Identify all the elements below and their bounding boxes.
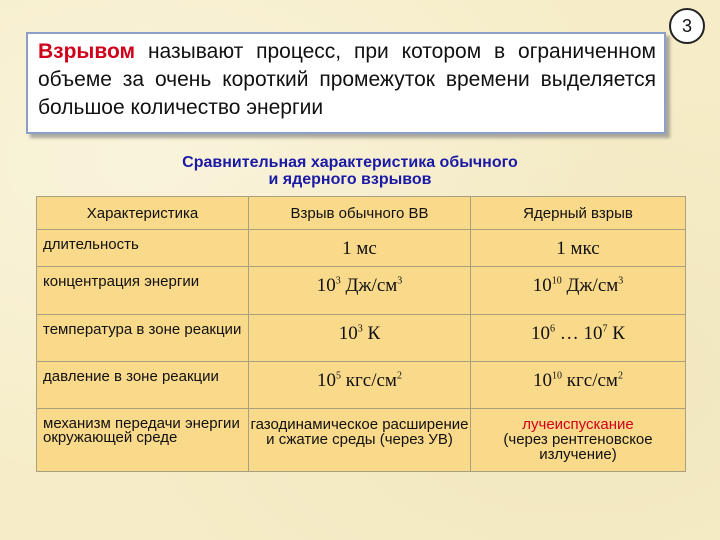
header-conventional: Взрыв обычного ВВ [249, 197, 471, 230]
header-characteristic: Характеристика [37, 197, 249, 230]
table-row [37, 230, 686, 267]
table-row [37, 267, 686, 315]
row-label-pressure: давление в зоне реакции [37, 362, 249, 409]
header-nuclear: Ядерный взрыв [471, 197, 686, 230]
table-title-line1: Сравнительная характеристика обычного [182, 154, 518, 171]
cell-conventional-duration: 1 мс [249, 230, 471, 267]
cell-conventional-energy: $10^3$ $Дж/см^3$ [249, 267, 471, 315]
cell-conventional-pressure: $10^5$ кгс/$см^2$ [249, 362, 471, 409]
cell-nuclear-mechanism [471, 409, 686, 472]
definition-text: называют процесс, при котором в ограниченном объеме за очень короткий промежуток времени выделяется большое количество энергии [38, 40, 656, 119]
table-row [37, 409, 686, 472]
cell-conventional-mechanism: газодинамическое расширение и сжатие среды (через УВ) [249, 409, 471, 472]
slide-number-badge [669, 8, 705, 44]
table-row [37, 362, 686, 409]
row-label-mechanism: механизм передачи энергии окружающей среде [37, 409, 249, 472]
cell-nuclear-pressure: $10^{10}$ кгс/$см^2$ [471, 362, 686, 409]
table-header-row [37, 197, 686, 230]
cell-nuclear-duration: 1 мкс [471, 230, 686, 267]
table-title-line2: и ядерного взрывов [268, 171, 432, 188]
row-label-duration: длительность [37, 230, 249, 267]
cell-conventional-temperature: $10^3$ К [249, 315, 471, 362]
slide-number: 3 [681, 15, 692, 36]
nuclear-mechanism-highlight: лучеиспускание [522, 416, 634, 433]
row-label-temperature: температура в зоне реакции [37, 315, 249, 362]
definition-term: Взрывом [38, 40, 136, 63]
comparison-table [36, 196, 686, 472]
cell-nuclear-energy: $10^{10}$ $Дж/см^3$ [471, 267, 686, 315]
definition-box [26, 32, 666, 134]
nuclear-mechanism-detail: (через рентгеновское излучение) [503, 431, 653, 463]
table-title [100, 154, 600, 188]
row-label-energy-concentration: концентрация энергии [37, 267, 249, 315]
table-row [37, 315, 686, 362]
cell-nuclear-temperature: $10^6$ … $10^7$ К [471, 315, 686, 362]
